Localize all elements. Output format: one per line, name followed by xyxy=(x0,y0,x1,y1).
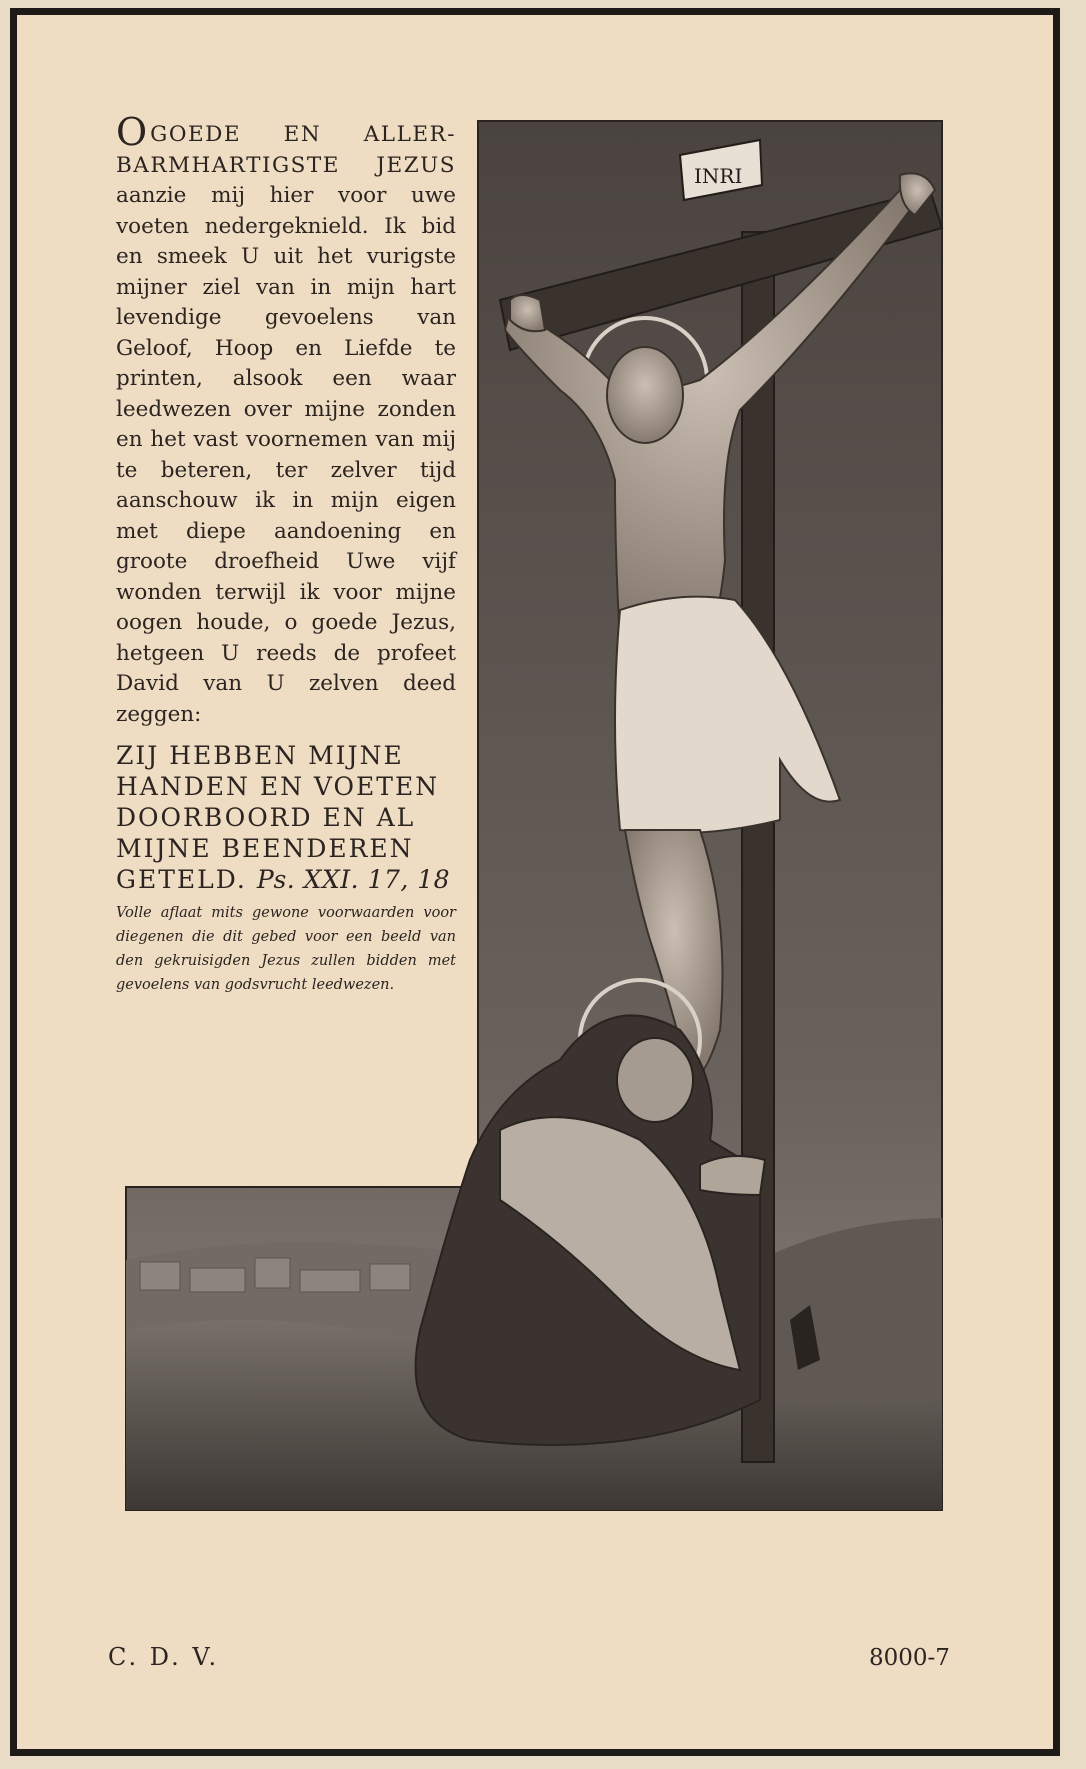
indulgence-note: Volle aflaat mits gewone voorwaarden voor diegenen die dit gebed voor een beeld van den gekruisigden Jezus zullen bidden met gevoelens van godsvrucht leedwezen. xyxy=(116,905,456,993)
inri-sign-text: INRI xyxy=(694,164,743,188)
card-number: 8000-7 xyxy=(869,1645,950,1671)
publisher-mark: C. D. V. xyxy=(108,1643,220,1671)
psalm-quote-text: ZIJ HEBBEN MIJNE HANDEN EN VOETEN DOORBOORD EN AL MIJNE BEENDEREN GETELD. xyxy=(116,741,440,894)
drop-cap: O xyxy=(116,110,148,154)
psalm-reference: Ps. XXI. 17, 18 xyxy=(256,865,451,894)
prayer-opening-caps: GOEDE EN ALLER-BARMHARTIGSTE JEZUS xyxy=(116,122,456,178)
prayer-body: aanzie mij hier voor uwe voeten nedergeknield. Ik bid en smeek U uit het vurigste mijner ziel van in mijn hart levendige gevoelens van Geloof, Hoop en Liefde te printen, alsook een waar leedwezen over mijne zonden en het vast voornemen van mij te beteren, ter zelver tijd aanschouw ik in mijn eigen met diepe aandoening en groote droefheid Uwe vijf wonden terwijl ik voor mijne oogen houde, o goede Jezus, hetgeen U reeds de profeet David van U zelven deed zeggen: xyxy=(116,183,456,727)
